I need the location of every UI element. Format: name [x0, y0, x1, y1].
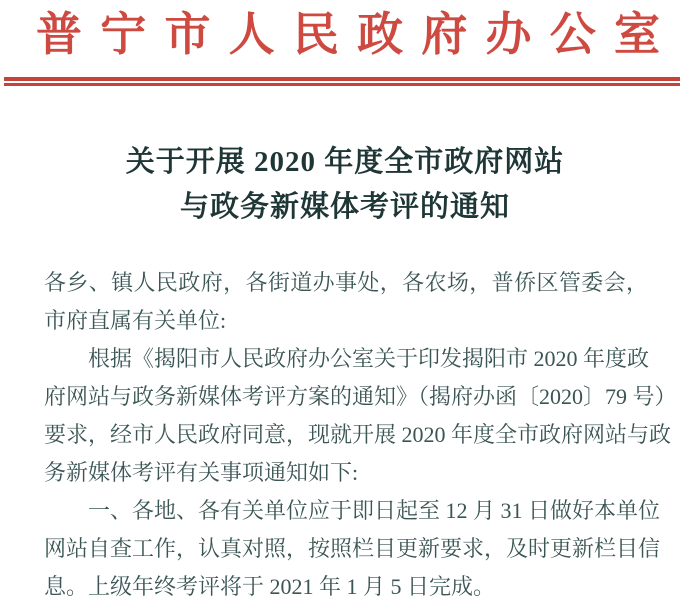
- body-line-para1-1: 根据《揭阳市人民政府办公室关于印发揭阳市 2020 年度政: [88, 346, 650, 371]
- body-line-item1-3: 息。上级年终考评将于 2021 年 1 月 5 日完成。: [44, 574, 496, 599]
- letterhead-org-name: 普 宁 市 人 民 政 府 办 公 室: [36, 9, 660, 60]
- body-line-salutation-2: 市府直属有关单位:: [44, 308, 227, 333]
- body-line-item1-2: 网站自查工作，认真对照，按照栏目更新要求，及时更新栏目信: [44, 536, 661, 561]
- document-title: [0, 140, 690, 230]
- document-body: [44, 264, 677, 606]
- document-title-line-1: 关于开展 2020 年度全市政府网站: [125, 146, 565, 178]
- body-line-para1-4: 务新媒体考评有关事项通知如下:: [44, 460, 359, 485]
- document-title-line-2: 与政务新媒体考评的通知: [179, 191, 510, 223]
- body-line-item1-1: 一、各地、各有关单位应于即日起至 12 月 31 日做好本单位: [88, 498, 661, 523]
- body-line-para1-2: 府网站与政务新媒体考评方案的通知》（揭府办函〔2020〕79 号）: [44, 384, 677, 409]
- divider-thin-line: [4, 83, 680, 86]
- letterhead-divider: [4, 77, 680, 86]
- body-line-salutation-1: 各乡、镇人民政府，各街道办事处，各农场，普侨区管委会，: [44, 270, 648, 295]
- body-line-para1-3: 要求，经市人民政府同意，现就开展 2020 年度全市政府网站与政: [44, 422, 672, 447]
